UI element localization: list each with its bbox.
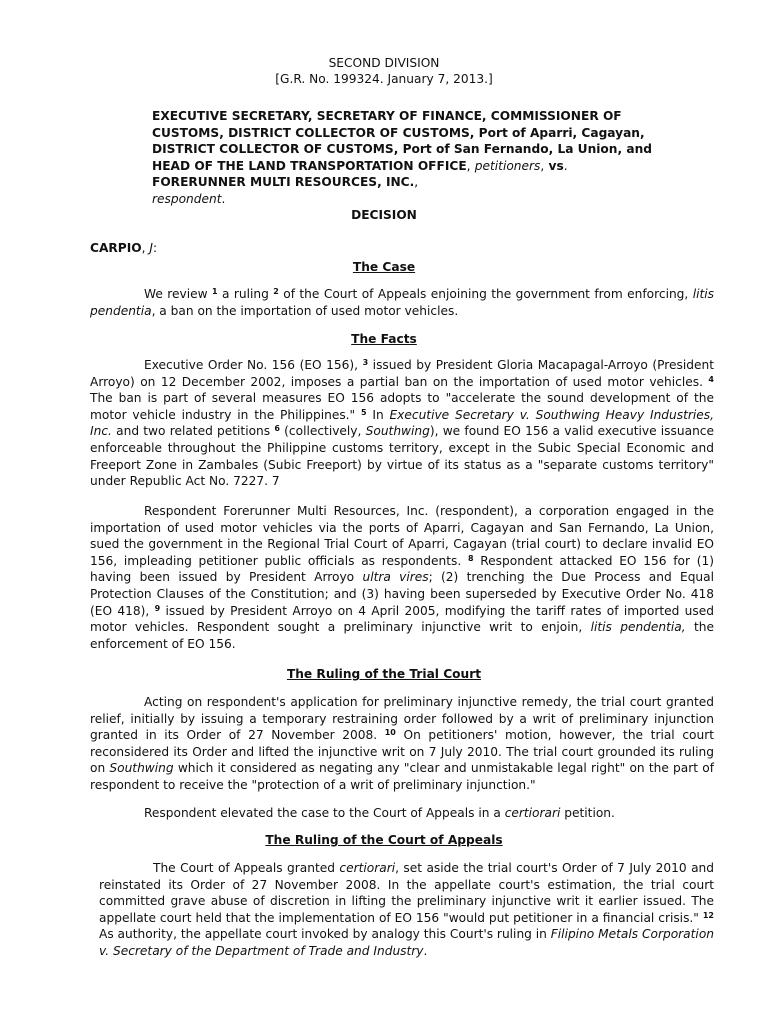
respondent-label: respondent (152, 191, 222, 206)
section-heading-trial-court: The Ruling of the Trial Court (286, 667, 482, 681)
footnote-ref: 8 (467, 553, 474, 563)
case-caption: EXECUTIVE SECRETARY, SECRETARY OF FINANCE, COMMISSIONER OF CUSTOMS, DISTRICT COLLECTOR OF CUSTOMS, Port of Aparri, Cagayan, DISTRICT COLLECTOR OF CUSTOMS, Port of San Fernando, La Union, and HEAD OF THE LAND TRANSPORTATION OFFICE, petitioners, vs. FORERUNNER MULTI RESOURCES, INC., respondent. (152, 109, 652, 206)
section-heading-court-of-appeals: The Ruling of the Court of Appeals (265, 833, 503, 847)
ponente-title: J (149, 241, 153, 255)
footnote-ref: 9 (154, 603, 161, 613)
petitioners-label: petitioners (474, 158, 541, 173)
paragraph-trial-1: Acting on respondent's application for preliminary injunctive remedy, the trial court granted relief, initially by issuing a temporary restraining order followed by a writ of preliminary injunction granted in its Order of 27 November 2008. $^{10}$ On petitioners' motion, however, the trial court reconsidered its Order and lifted the injunctive writ on 7 July 2010. The trial court grounded its ruling on Southwing which it considered as negating any "clear and unmistakable legal right" on the part of respondent to receive the "protection of a writ of preliminary injunction." (90, 695, 714, 792)
footnote-ref: 2 (273, 287, 279, 296)
paragraph-facts-1: Executive Order No. 156 (EO 156), $^3$ issued by President Gloria Macapagal-Arroyo (President Arroyo) on 12 December 2002, imposes a partial ban on the importation of used motor vehicles. $^4$ The ban is part of several measures EO 156 adopts to "accelerate the sound development of the motor vehicle industry in the Philippines." $^5$ In Executive Secretary v. Southwing Heavy Industries, Inc. and two related petitions $^6$ (collectively, Southwing), we found EO 156 a valid executive issuance enforceable throughout the Philippine customs territory, except in the Subic Special Economic and Freeport Zone in Zambales (Subic Freeport) by virtue of its status as a "separate customs territory" under Republic Act No. 7227. 7 (90, 358, 715, 489)
vs-label: vs (548, 158, 564, 173)
gr-number: [G.R. No. 199324. January 7, 2013.] (275, 72, 493, 86)
paragraph-facts-2: Respondent Forerunner Multi Resources, Inc. (respondent), a corporation engaged in the importation of used motor vehicles via the ports of Aparri, Cagayan and San Fernando, La Union, sued the government in the Regional Trial Court of Aparri, Cagayan (trial court) to declare invalid EO 156, impleading petitioner public officials as respondents. $^8$ Respondent attacked EO 156 for (1) having been issued by President Arroyo ultra vires; (2) trenching the Due Process and Equal Protection Clauses of the Constitution; and (3) having been superseded by Executive Order No. 418 (EO 418), $^9$ issued by President Arroyo on 4 April 2005, modifying the tariff rates of imported used motor vehicles. Respondent sought a preliminary injunctive writ to enjoin, litis pendentia, the enforcement of EO 156. (90, 504, 715, 651)
parties-names: EXECUTIVE SECRETARY, SECRETARY OF FINANCE, COMMISSIONER OF CUSTOMS, DISTRICT COLLECTOR OF CUSTOMS, Port of Aparri, Cagayan, DISTRICT COLLECTOR OF CUSTOMS, Port of San Fernando, La Union, and HEAD OF THE LAND TRANSPORTATION OFFICE (152, 109, 652, 173)
decision-title: DECISION (351, 208, 417, 222)
paragraph-the-case: We review $^1$ a ruling $^2$ of the Court of Appeals enjoining the government from enforcing, litis pendentia, a ban on the importation of used motor vehicles. (90, 287, 715, 318)
ponente: CARPIO, J: (90, 241, 158, 255)
paragraph-court-of-appeals: The Court of Appeals granted certiorari, set aside the trial court's Order of 7 July 2010 and reinstated its Order of 27 November 2008. In the appellate court's estimation, the trial court committed grave abuse of discretion in lifting the preliminary injunctive writ it earlier issued. The appellate court held that the implementation of EO 156 "would put petitioner in a financial crisis." $^{12}$ As authority, the appellate court invoked by analogy this Court's ruling in Filipino Metals Corporation v. Secretary of the Department of Trade and Industry. (99, 861, 715, 958)
footnote-ref: 3 (362, 358, 369, 367)
footnote-ref: 12 (702, 910, 714, 920)
section-heading-the-case: The Case (352, 260, 416, 274)
respondent-name: FORERUNNER MULTI RESOURCES, INC. (152, 175, 415, 190)
section-heading-the-facts: The Facts (351, 332, 417, 346)
paragraph-trial-2: Respondent elevated the case to the Court of Appeals in a certiorari petition. (144, 806, 615, 820)
footnote-ref: 10 (384, 728, 396, 738)
footnote-ref: 5 (360, 407, 367, 417)
footnote-ref: 4 (708, 374, 714, 384)
ponente-name: CARPIO (90, 241, 142, 255)
footnote-ref: 6 (274, 424, 280, 434)
footnote-ref: 1 (211, 287, 218, 296)
division-heading: SECOND DIVISION (328, 56, 440, 70)
